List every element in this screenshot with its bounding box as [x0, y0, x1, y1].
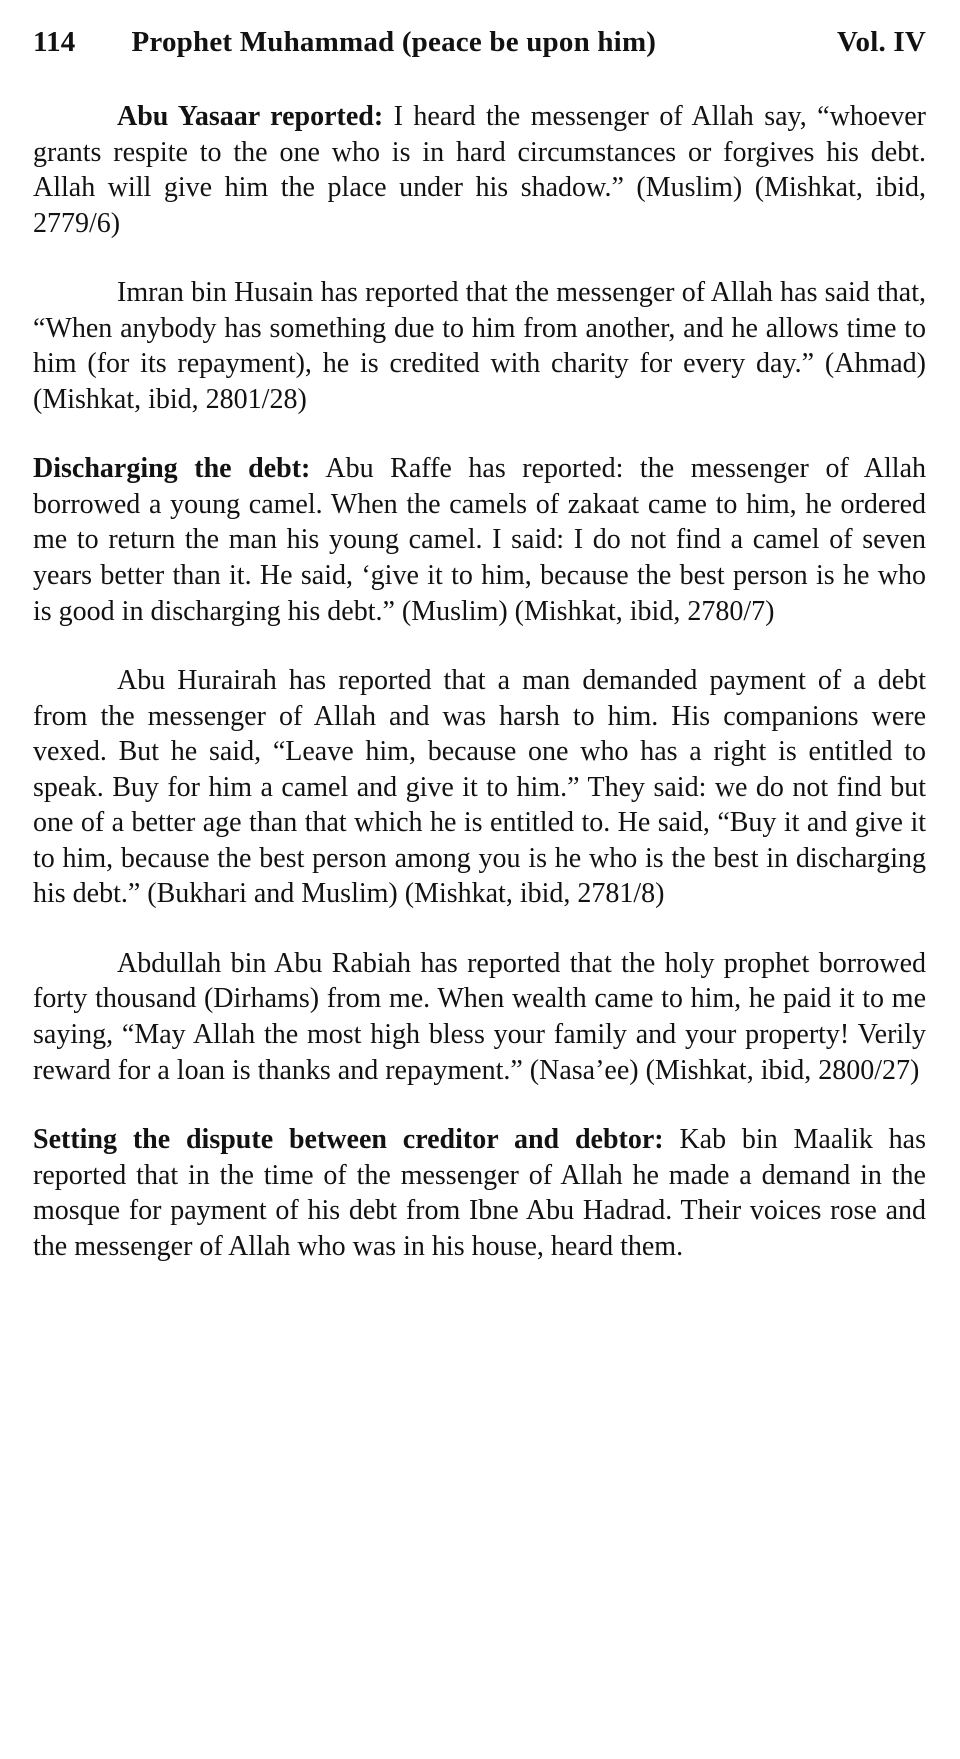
page-body	[33, 99, 926, 1264]
paragraph-text: Abdullah bin Abu Rabiah has reported that the holy prophet borrowed forty thousand (Dirhams) from me. When wealth came to him, he paid it to me saying, “May Allah the most high bless your family and your property! Verily reward for a loan is thanks and repayment.” (Nasa’ee) (Mishkat, ibid, 2800/27)	[33, 947, 926, 1086]
paragraph-lead: Discharging the debt:	[33, 453, 311, 485]
paragraph-text: Kab bin Maalik has reported that in the time of the messenger of Allah he made a demand in the mosque for payment of his debt from Ibne Abu Hadrad. Their voices rose and the messenger of Allah who was in his house, heard them.	[33, 1124, 927, 1262]
paragraph-imran-bin-husain	[33, 275, 926, 417]
paragraph-discharging-the-debt	[33, 451, 926, 629]
volume-label: Vol. IV	[837, 26, 926, 58]
paragraph-abu-hurairah	[33, 663, 926, 912]
paragraph-text: Abu Raffe has reported: the messenger of Allah borrowed a young camel. When the camels of zakaat came to him, he ordered me to return the man his young camel. I said: I do not find a camel of seven years better than it. He said, ‘give it to him, because the best person is he who is good in discharging his debt.” (Muslim) (Mishkat, ibid, 2780/7)	[33, 453, 926, 627]
paragraph-abdullah-bin-abu-rabiah	[33, 946, 926, 1088]
running-title: Prophet Muhammad (peace be upon him)	[131, 26, 657, 58]
paragraph-text: Imran bin Husain has reported that the messenger of Allah has said that, “When anybody has something due to him from another, and he allows time to him (for its repayment), he is credited with charity for every day.” (Ahmad) (Mishkat, ibid, 2801/28)	[33, 277, 926, 415]
paragraph-setting-the-dispute	[33, 1122, 926, 1264]
page-number: 114	[33, 26, 76, 58]
paragraph-lead: Abu Yasaar reported:	[117, 101, 384, 132]
paragraph-text: I heard the messenger of Allah say, “whoever grants respite to the one who is in hard circumstances or forgives his debt. Allah will give him the place under his shadow.” (Muslim) (Mishkat, ibid, 2779/6)	[33, 101, 926, 239]
paragraph-abu-yasaar	[33, 99, 926, 241]
paragraph-lead: Setting the dispute between creditor and debtor:	[33, 1124, 664, 1156]
page-header	[33, 26, 926, 59]
paragraph-text: Abu Hurairah has reported that a man demanded payment of a debt from the messenger of Allah and was harsh to him. His companions were vexed. But he said, “Leave him, because one who has a right is entitled to speak. Buy for him a camel and give it to him.” They said: we do not find but one of a better age than that which he is entitled to. He said, “Buy it and give it to him, because the best person among you is he who is the best in discharging his debt.” (Bukhari and Muslim) (Mishkat, ibid, 2781/8)	[33, 665, 926, 910]
